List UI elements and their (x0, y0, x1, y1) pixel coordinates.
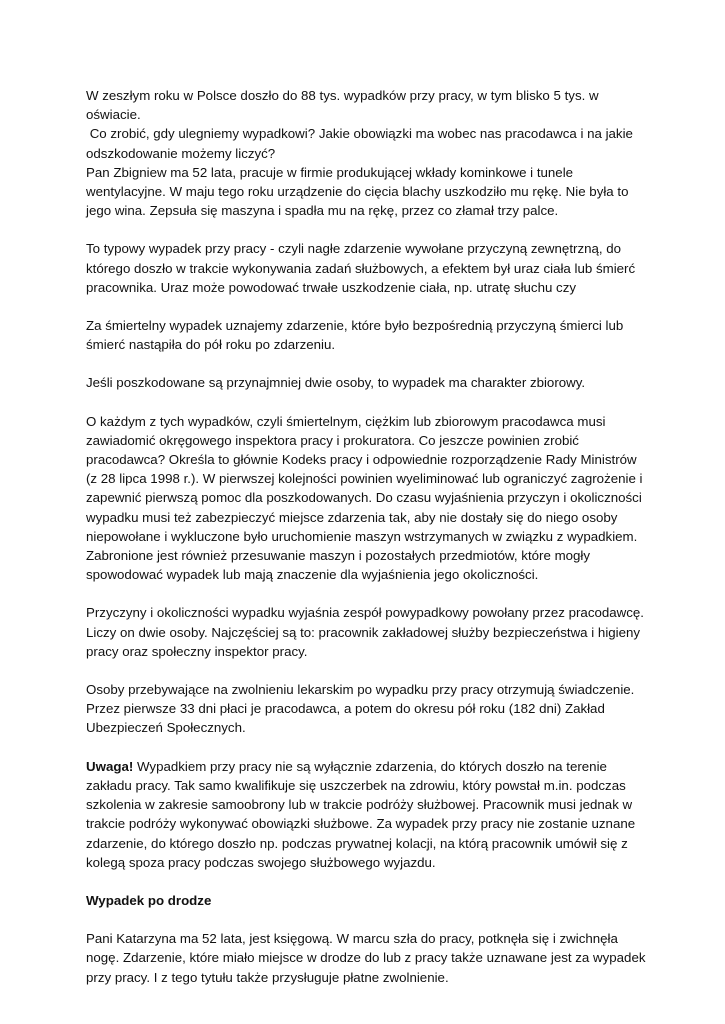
warning-label: Uwaga! (86, 758, 134, 774)
paragraph-typical-accident: To typowy wypadek przy pracy - czyli nagłe zdarzenie wywołane przyczyną zewnętrzną, do którego doszło w trakcie wykonywania zadań służbowych, a efektem był uraz ciała lub śmierć pracownika. Uraz może powodować trwałe uszkodzenie ciała, np. utratę słuchu czy (86, 241, 639, 295)
paragraph-employer-duties: O każdym z tych wypadków, czyli śmiertelnym, ciężkim lub zbiorowym pracodawca musi zawiadomić okręgowego inspektora pracy i prokuratora. Co jeszcze powinien zrobić pracodawca? Określa to głównie Kodeks pracy i odpowiednie rozporządzenie Rady Ministrów (z 28 lipca 1998 r.). W pierwszej kolejności powinien wyeliminować lub ograniczyć zagrożenie i zapewnić pierwszą pomoc dla poszkodowanych. Do czasu wyjaśnienia przyczyn i okoliczności wypadku musi też zabezpieczyć miejsce zdarzenia tak, aby nie dostały się do niego osoby niepowołane i wykluczone było uruchomienie maszyn wstrzymanych w związku z wypadkiem. Zabronione jest również przesuwanie maszyn i pozostałych przedmiotów, które mogły spowodować wypadek lub mają znaczenie dla wyjaśnienia jego okoliczności. (86, 413, 647, 583)
warning-text: Wypadkiem przy pracy nie są wyłącznie zdarzenia, do których doszło na terenie zakładu pracy. Tak samo kwalifikuje się uszczerbek na zdrowiu, który powstał m.in. podczas szkolenia w zakresie samoobrony lub w trakcie podróży służbowej. Pracownik musi jednak w trakcie podróży wykonywać obowiązki służbowe. Za wypadek przy pracy nie zostanie uznane zdarzenie, do którego doszło np. podczas prywatnej kolacji, na którą pracownik umówił się z kolegą spoza pracy podczas swojego służbowego wyjazdu. (86, 758, 639, 870)
intro-line-3: Pan Zbigniew ma 52 lata, pracuje w firmie produkującej wkłady kominkowe i tunele wentylacyjne. W maju tego roku urządzenie do cięcia blachy uszkodziło mu rękę. Nie była to jego wina. Zepsuła się maszyna i spadła mu na rękę, przez co złamał trzy palce. (86, 164, 633, 219)
intro-line-2: Co zrobić, gdy ulegniemy wypadkowi? Jakie obowiązki ma wobec nas pracodawca i na jakie odszkodowanie możemy liczyć? (86, 126, 637, 161)
document-page (86, 86, 650, 987)
section-heading-commute: Wypadek po drodze (86, 892, 212, 908)
intro-line-1: W zeszłym roku w Polsce doszło do 88 tys. wypadków przy pracy, w tym blisko 5 tys. w oświacie. (86, 88, 603, 123)
paragraph-sick-benefit: Osoby przebywające na zwolnieniu lekarskim po wypadku przy pracy otrzymują świadczenie. Przez pierwsze 33 dni płaci je pracodawca, a potem do okresu pół roku (182 dni) Zakład Ubezpieczeń Społecznych. (86, 682, 639, 736)
paragraph-fatal-accident: Za śmiertelny wypadek uznajemy zdarzenie, które było bezpośrednią przyczyną śmierci lub śmierć nastąpiła do pół roku po zdarzeniu. (86, 318, 627, 353)
paragraph-warning (86, 757, 646, 872)
paragraph-accident-team: Przyczyny i okoliczności wypadku wyjaśnia zespół powypadkowy powołany przez pracodawcę. Liczy on dwie osoby. Najczęściej są to: pracownik zakładowej służby bezpieczeństwa i higieny pracy oraz społeczny inspektor pracy. (86, 605, 648, 659)
paragraph-collective-accident: Jeśli poszkodowane są przynajmniej dwie osoby, to wypadek ma charakter zbiorowy. (86, 375, 586, 391)
paragraph-commute-accident: Pani Katarzyna ma 52 lata, jest księgową. W marcu szła do pracy, potknęła się i zwichnęła nogę. Zdarzenie, które miało miejsce w drodze do lub z pracy także uznawane jest za wypadek przy pracy. I z tego tytułu także przysługuje płatne zwolnienie. (86, 931, 650, 985)
